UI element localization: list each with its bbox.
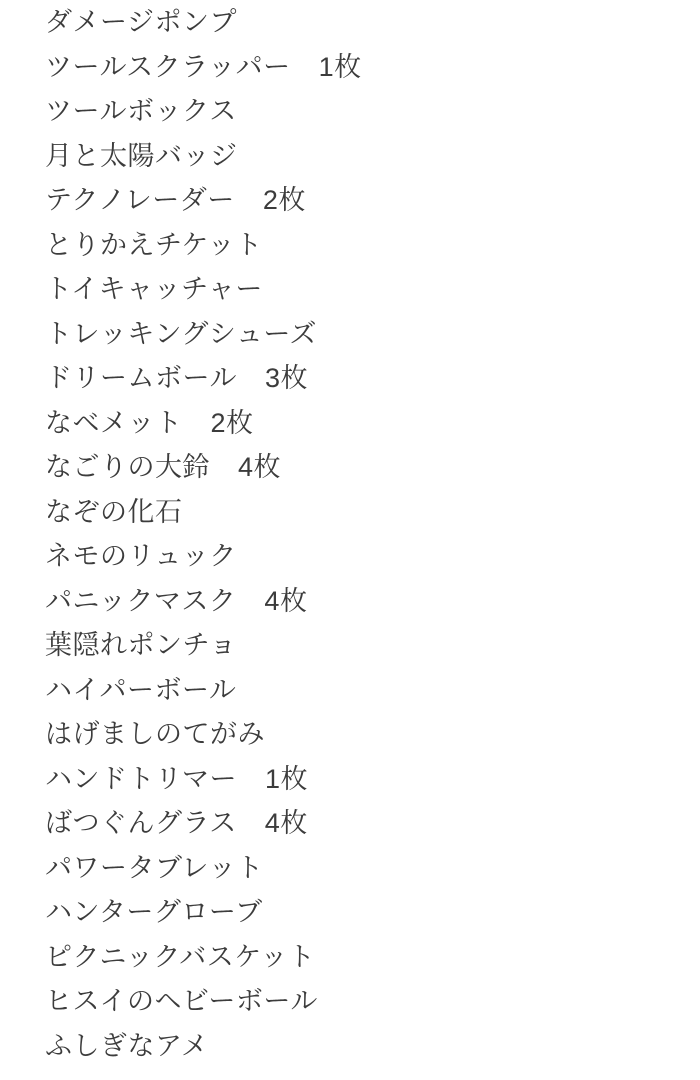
item-name: なごりの大鈴 (45, 452, 210, 482)
list-item[interactable] (0, 757, 700, 802)
list-item[interactable] (0, 0, 700, 45)
item-count: 2枚 (262, 185, 306, 215)
item-name: ツールスクラッパー (45, 51, 291, 82)
list-item[interactable] (0, 134, 700, 179)
list-item[interactable] (0, 979, 700, 1024)
item-name: トイキャッチャー (45, 274, 263, 304)
list-item[interactable] (0, 890, 700, 935)
list-item[interactable] (0, 801, 700, 846)
list-item[interactable] (0, 178, 700, 223)
list-item[interactable] (0, 89, 700, 134)
list-item[interactable] (0, 490, 700, 535)
item-count: 4枚 (264, 808, 308, 838)
item-name: パニックマスク (45, 585, 237, 616)
list-item[interactable] (0, 45, 700, 90)
list-item[interactable] (0, 267, 700, 312)
item-name: ダメージポンプ (45, 7, 237, 37)
item-name: はげましのてがみ (45, 719, 265, 749)
item-count: 3枚 (264, 363, 308, 393)
item-name: ヒスイのヘビーボール (45, 986, 318, 1016)
item-name: なベメット (45, 407, 183, 438)
list-item[interactable] (0, 445, 700, 490)
item-name: トレッキングシューズ (45, 318, 318, 349)
item-name: ハンドトリマー (45, 763, 237, 794)
list-item[interactable] (0, 668, 700, 713)
item-count: 1枚 (264, 763, 308, 794)
item-name: とりかえチケット (45, 229, 263, 260)
list-item[interactable] (0, 623, 700, 668)
item-name: ツールボックス (45, 96, 237, 126)
item-count: 4枚 (238, 452, 282, 482)
item-count: 1枚 (318, 51, 362, 82)
list-item[interactable] (0, 846, 700, 891)
item-name: 葉隠れポンチョ (45, 630, 237, 660)
list-item[interactable] (0, 579, 700, 624)
list-item[interactable] (0, 356, 700, 401)
item-name: 月と太陽バッジ (45, 140, 238, 171)
list-item[interactable] (0, 223, 700, 268)
list-item[interactable] (0, 1024, 700, 1069)
item-name: ピクニックバスケット (45, 941, 316, 972)
item-name: ドリームボール (45, 363, 237, 393)
item-name: ばつぐんグラス (45, 808, 237, 838)
item-name: ハイパーボール (45, 674, 237, 705)
item-name: ネモのリュック (45, 541, 237, 571)
list-item[interactable] (0, 312, 700, 357)
item-name: パワータブレット (45, 852, 264, 883)
list-item[interactable] (0, 935, 700, 980)
item-name: ふしぎなアメ (45, 1030, 209, 1061)
item-name: ハンターグローブ (45, 897, 263, 927)
item-name: テクノレーダー (45, 185, 235, 215)
item-name: なぞの化石 (45, 496, 183, 527)
item-count: 2枚 (210, 407, 254, 438)
list-item[interactable] (0, 534, 700, 579)
list-item[interactable] (0, 401, 700, 446)
item-count: 4枚 (264, 585, 308, 616)
list-item[interactable] (0, 712, 700, 757)
